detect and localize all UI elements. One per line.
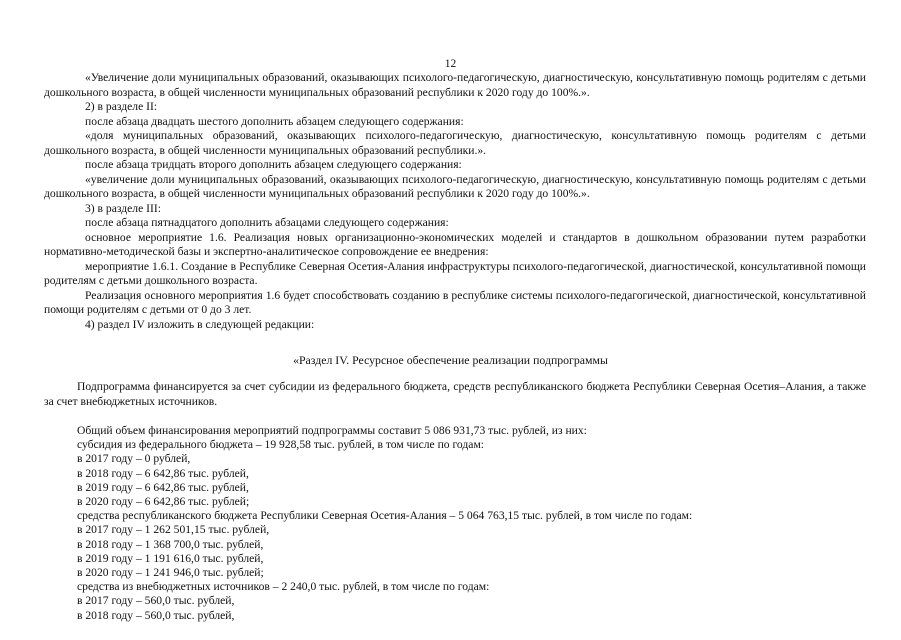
paragraph: после абзаца двадцать шестого дополнить абзацем следующего содержания: (85, 114, 464, 128)
paragraph: после абзаца тридцать второго дополнить абзацем следующего содержания: (85, 158, 462, 171)
paragraph: субсидия из федерального бюджета – 19 928,58 тыс. рублей, в том числе по годам: (77, 438, 484, 452)
paragraph: 2) в разделе II: (85, 100, 158, 113)
paragraph: 3) в разделе III: (85, 201, 161, 215)
list-item: в 2018 году – 560,0 тыс. рублей, (77, 608, 235, 622)
paragraph: Реализация основного мероприятия 1.6 будет способствовать созданию в республике системы психолого-педагогической, диагностической, консультативной помощи родителям с детьми от 0 до 3 лет. (44, 288, 866, 316)
list-item: в 2017 году – 560,0 тыс. рублей, (77, 594, 235, 608)
paragraph: Общий объем финансирования мероприятий подпрограммы составит 5 086 931,73 тыс. рублей, из них: (77, 424, 587, 437)
paragraph: после абзаца пятнадцатого дополнить абзацами следующего содержания: (85, 216, 449, 229)
list-item: в 2017 году – 0 рублей, (77, 452, 191, 466)
section-heading: «Раздел IV. Ресурсное обеспечение реализации подпрограммы (293, 353, 608, 367)
page-number: 12 (444, 58, 457, 70)
paragraph: средства из внебюджетных источников – 2 240,0 тыс. рублей, в том числе по годам: (77, 580, 490, 594)
paragraph: 4) раздел IV изложить в следующей редакции: (85, 317, 315, 331)
list-item: в 2020 году – 6 642,86 тыс. рублей; (77, 495, 250, 509)
list-item: в 2019 году – 1 191 616,0 тыс. рублей, (77, 551, 264, 565)
amendments-block (44, 71, 866, 332)
list-item: в 2018 году – 6 642,86 тыс. рублей, (77, 466, 249, 480)
paragraph: основное мероприятие 1.6. Реализация новых организационно-экономических моделей и стандартов в дошкольном образовании путем разработки нормативно-методической базы и экспертно-аналитическое сопровождение ее внедрения: (44, 230, 866, 258)
paragraph: мероприятие 1.6.1. Создание в Республике Северная Осетия-Алания инфраструктуры психолого-педагогической, диагностической, консультативной помощи родителям с детьми дошкольного возраста. (44, 259, 866, 287)
financing-intro (44, 380, 866, 409)
list-item: в 2017 году – 1 262 501,15 тыс. рублей, (77, 523, 270, 537)
financing-breakdown (77, 424, 866, 623)
paragraph: «Увеличение доли муниципальных образований, оказывающих психолого-педагогическую, диагностическую, консультативную помощь родителям с детьми дошкольного возраста, в общей численности муниципальных образований республики к 2020 году до 100%.». (44, 71, 866, 99)
list-item: в 2018 году – 1 368 700,0 тыс. рублей, (77, 537, 264, 551)
paragraph: «увеличение доли муниципальных образований, оказывающих психолого-педагогическую, диагностическую, консультативную помощь родителям с детьми дошкольного возраста, в общей численности муниципальных образований республики к 2020 году до 100%.». (44, 172, 866, 200)
paragraph: «доля муниципальных образований, оказывающих психолого-педагогическую, диагностическую, консультативную помощь родителям с детьми дошкольного возраста, в общей численности муниципальных образований республики.». (44, 129, 866, 157)
paragraph: средства республиканского бюджета Республики Северная Осетия-Алания – 5 064 763,15 тыс. рублей, в том числе по годам: (77, 509, 693, 523)
paragraph: Подпрограмма финансируется за счет субсидии из федерального бюджета, средств республиканского бюджета Республики Северная Осетия–Алания, а также за счет внебюджетных источников. (44, 380, 866, 408)
list-item: в 2020 году – 1 241 946,0 тыс. рублей; (77, 566, 264, 580)
list-item: в 2019 году – 6 642,86 тыс. рублей, (77, 480, 249, 494)
